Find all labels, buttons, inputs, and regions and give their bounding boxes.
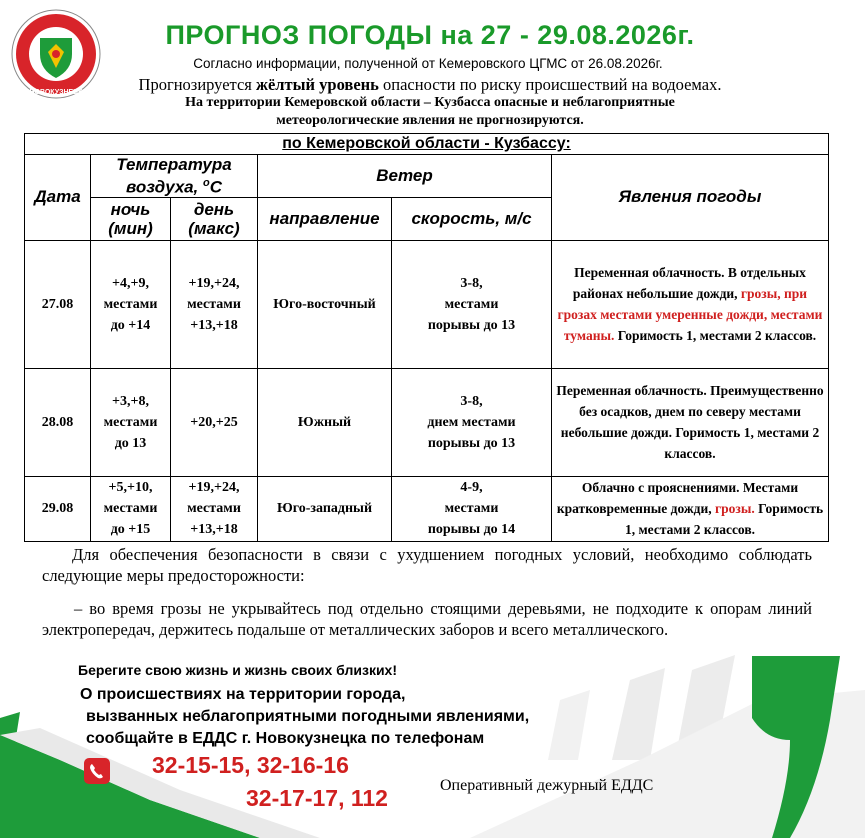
header-speed: скорость, м/с (392, 197, 552, 240)
phenomena-text-end: Горимость 1, местами 2 классов. (614, 328, 817, 344)
night-line: местами (103, 414, 158, 430)
header-night-line1: ночь (110, 199, 151, 219)
report-line-1: О происшествиях на территории города, (80, 686, 406, 703)
header-temperature-line1: Температура (116, 155, 232, 174)
day-line: +13,+18 (190, 522, 238, 538)
degree-sign: о (202, 177, 210, 189)
measures-intro: Для обеспечения безопасности в связи с ухудшением погодных условий, необходимо соблюдать следующие меры предосторожности: (42, 545, 812, 585)
forecast-level-post: опасности по риску происшествий на водоемах. (378, 75, 722, 94)
row-day-temp (171, 476, 258, 541)
page-title: ПРОГНОЗ ПОГОДЫ на 27 - 29.08.2026г. (165, 20, 695, 50)
day-line: +19,+24, (188, 480, 240, 496)
header-day (171, 197, 258, 240)
header-day-line2: (макс) (188, 218, 240, 238)
row-night-temp (91, 240, 171, 368)
header-date: Дата (25, 155, 91, 241)
phone-numbers-line2[interactable]: 32-17-17, 112 (246, 785, 388, 811)
day-line: +19,+24, (188, 275, 240, 291)
row-wind-direction: Юго-восточный (258, 240, 392, 368)
forecast-level-pre: Прогнозируется (138, 75, 256, 94)
source-info: Согласно информации, полученной от Кемеровского ЦГМС от 26.08.2026г. (193, 56, 663, 71)
speed-line: 3-8, (460, 275, 483, 291)
night-line: местами (103, 501, 158, 517)
speed-line: местами (444, 501, 499, 517)
night-line: +5,+10, (108, 480, 153, 496)
phenomena-text: Переменная облачность. Преимущественно без осадков, днем по северу местами небольшие дожди. Горимость 1, местами 2 классов. (556, 383, 824, 462)
header-direction: направление (258, 197, 392, 240)
phenomena-text: Переменная облачность. В отдельных районах небольшие дожди, (572, 265, 806, 302)
speed-line: порывы до 14 (427, 522, 516, 538)
speed-line: местами (444, 296, 499, 312)
table-row (25, 368, 829, 476)
table-row (25, 240, 829, 368)
weather-forecast-table (24, 133, 829, 542)
row-night-temp (91, 476, 171, 541)
header-temperature (91, 155, 258, 198)
row-wind-speed (392, 368, 552, 476)
row-date: 28.08 (25, 368, 91, 476)
logo-caption-bottom: НОВОКУЗНЕЦК (29, 89, 83, 96)
phenomena-text-end: Горимость 1, местами 2 классов. (624, 501, 824, 538)
forecast-level-bold: жёлтый уровень (255, 75, 379, 94)
header-temperature-unit: С (209, 177, 222, 197)
speed-line: порывы до 13 (427, 435, 516, 451)
day-line: местами (187, 296, 241, 312)
header-night (91, 197, 171, 240)
speed-line: 3-8, (460, 393, 483, 409)
header-night-line2: (мин) (108, 218, 153, 238)
region-statement-line2: метеорологические явления не прогнозируются. (276, 113, 584, 128)
speed-line: порывы до 13 (427, 317, 516, 333)
table-caption (25, 134, 829, 155)
duty-officer-label: Оперативный дежурный ЕДДС (440, 777, 654, 794)
care-message: Берегите свою жизнь и жизнь своих близких! (78, 662, 398, 678)
row-wind-direction: Южный (258, 368, 392, 476)
report-line-3: сообщайте в ЕДДС г. Новокузнецка по телефонам (86, 730, 485, 747)
header-phenomena: Явления погоды (552, 155, 829, 241)
night-line: до 13 (114, 435, 147, 451)
row-date: 27.08 (25, 240, 91, 368)
speed-line: днем местами (427, 414, 516, 430)
row-night-temp (91, 368, 171, 476)
table-row (25, 476, 829, 541)
row-day-temp (171, 368, 258, 476)
speed-line: 4-9, (460, 480, 483, 496)
emergency-service-logo (10, 8, 102, 100)
row-wind-speed (392, 240, 552, 368)
region-statement-line1: На территории Кемеровской области – Кузбасса опасные и неблагоприятные (185, 95, 675, 110)
phone-icon (84, 758, 110, 784)
night-line: местами (103, 296, 158, 312)
day-line: местами (187, 501, 241, 517)
phenomena-warning-text: грозы, при грозах местами умеренные дожди, местами туманы. (557, 286, 823, 344)
row-day-temp (171, 240, 258, 368)
gray-quote-shape-1 (612, 668, 665, 760)
phone-numbers-line1[interactable]: 32-15-15, 32-16-16 (152, 752, 349, 778)
header-day-line1: день (193, 199, 235, 219)
forecast-level-text (100, 75, 760, 95)
night-line: +4,+9, (112, 275, 149, 291)
row-wind-speed (392, 476, 552, 541)
gray-quote-shape-3 (548, 690, 590, 760)
header-wind: Ветер (258, 155, 552, 198)
night-line: +3,+8, (112, 393, 149, 409)
report-line-2: вызванных неблагоприятными погодными явлениями, (86, 708, 530, 725)
day-line: +20,+25 (190, 414, 238, 430)
table-caption-text: по Кемеровской области - Кузбассу: (282, 135, 571, 152)
night-line: до +15 (110, 522, 151, 538)
phenomena-text: Облачно с прояснениями. Местами кратковременные дожди, (556, 480, 799, 517)
row-phenomena (552, 476, 829, 541)
row-wind-direction: Юго-западный (258, 476, 392, 541)
row-phenomena (552, 368, 829, 476)
measure-item: – во время грозы не укрывайтесь под отдельно стоящими деревьями, не подходите к опорам линий электропередач, держитесь подальше от металлических заборов и всего металлического. (42, 599, 812, 639)
row-phenomena (552, 240, 829, 368)
header-temperature-line2: воздуха, (126, 177, 203, 197)
row-date: 29.08 (25, 476, 91, 541)
day-line: +13,+18 (190, 317, 238, 333)
night-line: до +14 (110, 317, 151, 333)
phenomena-warning-text: грозы. (715, 501, 755, 517)
